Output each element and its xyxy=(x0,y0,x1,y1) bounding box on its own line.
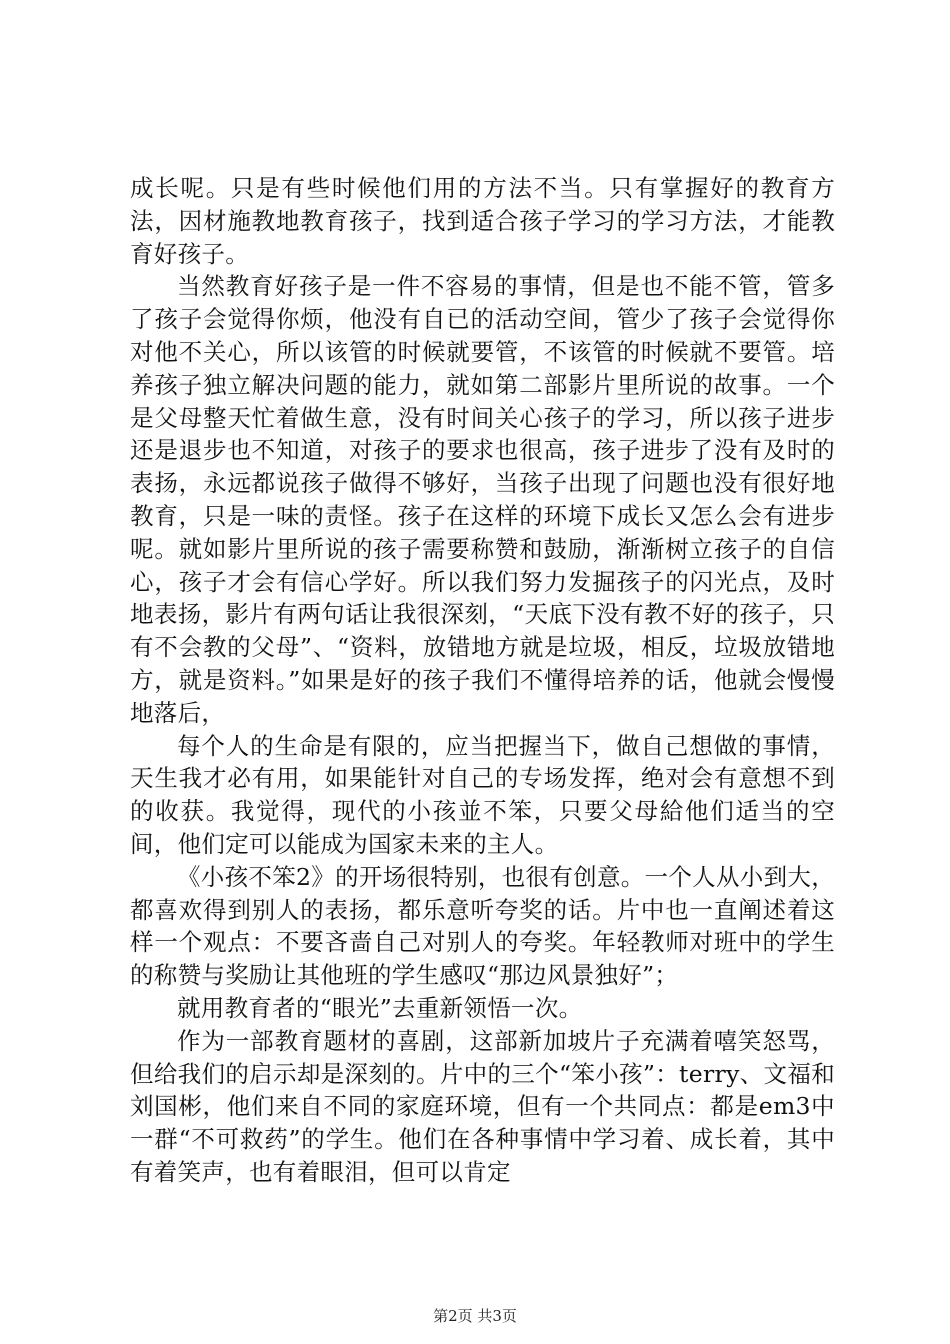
paragraph-2: 当然教育好孩子是一件不容易的事情，但是也不能不管，管多了孩子会觉得你烦，他没有自已的活动空间，管少了孩子会觉得你对他不关心，所以该管的时候就要管，不该管的时候就不要管。培养孩子独立解决问题的能力，就如第二部影片里所说的故事。一个是父母整天忙着做生意，没有时间关心孩子的学习，所以孩子进步还是退步也不知道，对孩子的要求也很高，孩子进步了没有及时的表扬，永远都说孩子做得不够好，当孩子出现了问题也没有很好地教育，只是一味的责怪。孩子在这样的环境下成长又怎么会有进步呢。就如影片里所说的孩子需要称赞和鼓励，渐渐树立孩子的自信心，孩子才会有信心学好。所以我们努力发掘孩子的闪光点，及时地表扬，影片有两句话让我很深刻，“天底下没有教不好的孩子，只有不会教的父母”、“资料，放错地方就是垃圾，相反，垃圾放错地方，就是资料。”如果是好的孩子我们不懂得培养的话，他就会慢慢地落后， xyxy=(130,272,835,727)
paragraph-4: 《小孩不笨2》的开场很特别，也很有创意。一个人从小到大，都喜欢得到别人的表扬，都乐意听夸奖的话。片中也一直阐述着这样一个观点：不要吝啬自己对别人的夸奖。年轻教师对班中的学生的称赞与奖励让其他班的学生感叹“那边风景独好”； xyxy=(130,862,835,990)
paragraph-6: 作为一部教育题材的喜剧，这部新加坡片子充满着嘻笑怒骂，但给我们的启示却是深刻的。片中的三个“笨小孩”：terry、文福和刘国彬，他们来自不同的家庭环境，但有一个共同点：都是em3中一群“不可救药”的学生。他们在各种事情中学习着、成长着，其中有着笑声，也有着眼泪，但可以肯定 xyxy=(130,1026,835,1186)
paragraph-3: 每个人的生命是有限的，应当把握当下，做自己想做的事情，天生我才必有用，如果能针对自己的专场发挥，绝对会有意想不到的收获。我觉得，现代的小孩並不笨，只要父母給他们适当的空间，他们定可以能成为国家未来的主人。 xyxy=(130,731,835,858)
paragraph-1: 成长呢。只是有些时候他们用的方法不当。只有掌握好的教育方法，因材施教地教育孩子，找到适合孩子学习的学习方法，才能教育好孩子。 xyxy=(130,174,835,268)
document-body xyxy=(130,172,835,1189)
page-footer: 第2页 共3页 xyxy=(433,1307,517,1325)
paragraph-5: 就用教育者的“眼光”去重新领悟一次。 xyxy=(177,993,583,1022)
